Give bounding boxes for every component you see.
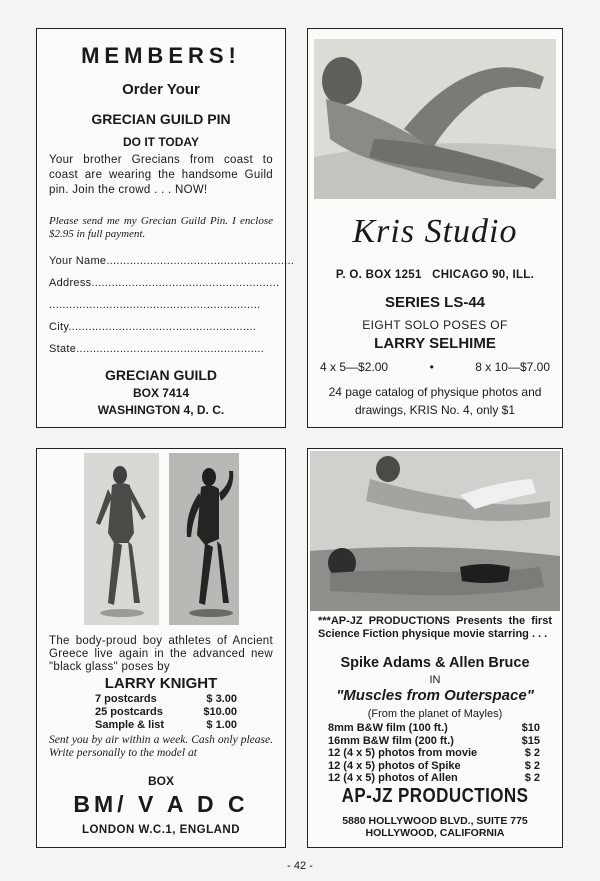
company-city: WASHINGTON 4, D. C.	[97, 403, 225, 417]
order-line: Order Your	[122, 81, 200, 98]
reclining-figures-icon	[310, 451, 560, 611]
members-headline: MEMBERS!	[81, 43, 241, 68]
kris-studio-ad	[307, 28, 563, 428]
stars-line: Spike Adams & Allen Bruce	[340, 655, 530, 671]
in-label: IN	[429, 674, 441, 686]
catalog-text: 24 page catalog of physique photos and drawings, KRIS No. 4, only $1	[328, 385, 542, 417]
company-name: GRECIAN GUILD	[105, 367, 217, 383]
price-list	[95, 693, 237, 732]
two-models-photo	[310, 451, 560, 611]
product-row: 12 (4 x 5) photos of Allen $ 2	[328, 772, 540, 784]
ordering-note: Sent you by air within a week. Cash only please. Write personally to the model at	[49, 734, 273, 759]
coupon-text: Please send me my Grecian Guild Pin. I enclose $2.95 in full payment.	[49, 215, 273, 240]
company-city: HOLLYWOOD, CALIFORNIA	[365, 827, 505, 839]
studio-name: Kris Studio	[352, 213, 518, 250]
series-title: SERIES LS-44	[384, 294, 486, 311]
poses-line: EIGHT SOLO POSES OF	[362, 318, 508, 332]
statue-photo-left	[84, 453, 159, 625]
movie-subtitle: (From the planet of Mayles)	[367, 708, 503, 720]
box-code: BM/ V A D C	[73, 791, 249, 817]
model-name: LARRY KNIGHT	[104, 675, 218, 692]
price-large: 8 x 10—$7.00	[475, 360, 550, 374]
page-number: - 42 -	[287, 860, 313, 872]
reclining-model-photo	[314, 39, 556, 199]
product-row: 16mm B&W film (200 ft.) $15	[328, 734, 540, 747]
box-number: BOX 7414	[132, 386, 190, 400]
city-field: City........................................................	[49, 321, 257, 333]
bullet: •	[429, 360, 434, 374]
name-field: Your Name........................................................	[49, 255, 295, 267]
product-list	[328, 722, 540, 785]
london-address: LONDON W.C.1, ENGLAND	[81, 824, 241, 836]
company-name: AP-JZ PRODUCTIONS	[341, 785, 529, 807]
product-name: GRECIAN GUILD PIN	[91, 111, 231, 127]
cta: DO IT TODAY	[122, 135, 199, 149]
posing-figure-icon	[169, 453, 239, 625]
price-small: 4 x 5—$2.00	[320, 360, 389, 374]
address-field: Address........................................................	[49, 277, 280, 289]
intro-text: The body-proud boy athletes of Ancient Greece live again in the advanced new "black glass" poses by	[49, 635, 273, 673]
box-label: BOX	[147, 774, 174, 788]
intro-text: ***AP-JZ PRODUCTIONS Presents the first Science Fiction physique movie starring . . .	[318, 615, 552, 640]
price-row: 25 postcards $10.00	[95, 706, 237, 718]
product-row: 12 (4 x 5) photos from movie $ 2	[328, 747, 540, 759]
state-field: State........................................................	[49, 343, 265, 355]
product-row: 8mm B&W film (100 ft.) $10	[328, 722, 540, 734]
studio-address: P. O. BOX 1251 CHICAGO 90, ILL.	[335, 269, 535, 281]
larry-knight-ad	[36, 448, 286, 848]
statue-photo-right	[169, 453, 239, 625]
grecian-guild-ad	[36, 28, 295, 428]
body-text: Your brother Grecians from coast to coast are wearing the handsome Guild pin. Join the crowd . . . NOW!	[49, 154, 273, 196]
reclining-figure-icon	[314, 39, 556, 199]
company-address: 5880 HOLLYWOOD BLVD., SUITE 775	[342, 815, 528, 827]
model-name: LARRY SELHIME	[374, 335, 496, 352]
price-row: 7 postcards $ 3.00	[95, 693, 237, 705]
price-row	[320, 360, 550, 374]
apjz-productions-ad	[307, 448, 563, 848]
movie-title: "Muscles from Outerspace"	[336, 687, 534, 704]
standing-figure-icon	[84, 453, 159, 625]
product-row: 12 (4 x 5) photos of Spike $ 2	[328, 759, 540, 772]
price-row: Sample & list $ 1.00	[95, 719, 237, 731]
address-line-2: ...............................................................	[49, 299, 261, 311]
